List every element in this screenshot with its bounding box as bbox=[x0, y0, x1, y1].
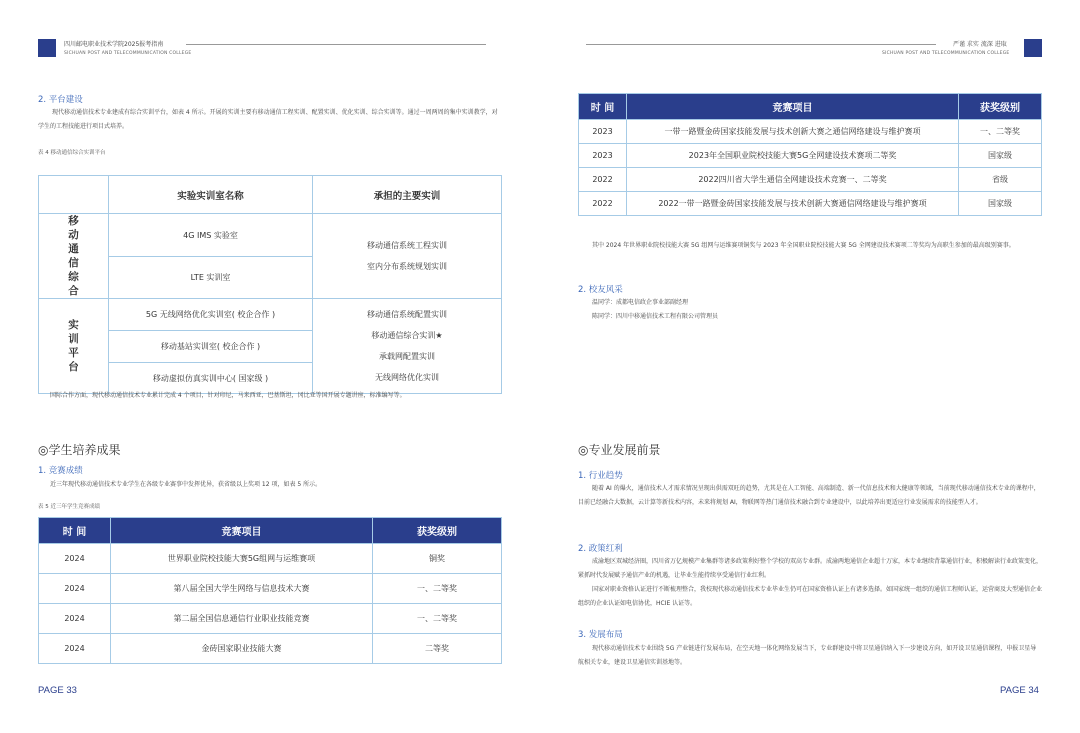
paragraph-award-note: 其中 2024 年世界职业院校技能大赛 5G 组网与运维赛项铜奖与 2023 年全国职业院校技能大赛 5G 全网建设技术赛项二等奖均为高职生参加的最高级别赛事。 bbox=[592, 242, 1015, 249]
table4-caption: 表 4 移动通信综合实训平台 bbox=[38, 150, 106, 156]
table4-task: 移动通信综合实训★ bbox=[371, 331, 443, 340]
header-rule-left bbox=[186, 44, 486, 45]
table4-group2-label bbox=[39, 318, 108, 374]
table4-task-cell bbox=[313, 299, 502, 394]
tablec-header-level: 获奖级别 bbox=[959, 94, 1042, 120]
tablec-cell-event: 2022四川省大学生通信全网建设技术竞赛一、二等奖 bbox=[627, 168, 959, 192]
header-subtitle-right: SICHUAN POST AND TELECOMMUNICATION COLLEGE bbox=[882, 51, 1010, 56]
table4-group1-label-char: 合 bbox=[68, 285, 79, 297]
section-heading-trend: 1. 行业趋势 bbox=[578, 471, 623, 481]
header-logo-square-right bbox=[1024, 39, 1042, 57]
header-title-right: 严谨 求实 流深 进取 bbox=[953, 41, 1007, 48]
tablec-cell-event: 2023年全国职业院校技能大赛5G全网建设技术赛项二等奖 bbox=[627, 144, 959, 168]
table5-cell-event: 金砖国家职业技能大赛 bbox=[111, 634, 373, 664]
header-title-left: 四川邮电职业技术学院2025报考指南 bbox=[64, 41, 164, 48]
table4-room: LTE 实训室 bbox=[109, 257, 313, 299]
tablec-cell-year: 2023 bbox=[579, 144, 627, 168]
table4-task: 移动通信系统配置实训 bbox=[367, 310, 447, 319]
table4-group1-label-char: 通 bbox=[68, 243, 79, 255]
tablec-cell-level: 省级 bbox=[959, 168, 1042, 192]
section-heading-competition: 1. 竞赛成绩 bbox=[38, 466, 83, 476]
table4-room: 4G IMS 实验室 bbox=[109, 214, 313, 257]
paragraph-layout: 现代移动通信技术专业围绕 5G 产业链进行发展布局，在空天地一体化网络发展当下，专业群建设中将卫星通信纳入下一步建设方向，如开设卫星通信课程，申报卫星导航相关专业，建设卫星通信实训基地等。 bbox=[578, 645, 1037, 666]
alumni-item: 温同学：成都电信政企事业部副经理 bbox=[592, 299, 689, 306]
paragraph-policy-2: 国家对职业资格认证进行不断梳理整合，我校现代移动通信技术专业毕业生仍可在国家资格认证上有诸多选择。如国家统一组织的通信工程师认证，运营商及大型通信企业组织的企业认证如电信协优，HCIE 认证等。 bbox=[578, 586, 1043, 607]
table5-cell-year: 2024 bbox=[39, 634, 111, 664]
right-page bbox=[540, 0, 1080, 733]
table5-header-time: 时 间 bbox=[39, 518, 111, 544]
tablec-cell-level: 国家级 bbox=[959, 192, 1042, 216]
table5-cell-year: 2024 bbox=[39, 544, 111, 574]
table4-group1-label bbox=[39, 214, 108, 298]
table4-group1-label-char: 移 bbox=[68, 215, 79, 227]
table4-room: 移动基站实训室( 校企合作 ) bbox=[109, 331, 313, 363]
table4-header-task: 承担的主要实训 bbox=[313, 176, 502, 214]
table5-cell-level: 一、二等奖 bbox=[373, 604, 502, 634]
table5-cell-level: 二等奖 bbox=[373, 634, 502, 664]
table4-group2-label-char: 实 bbox=[68, 319, 79, 331]
paragraph-competition: 近三年现代移动通信技术专业学生在各级专业赛事中发挥优异，获省级以上奖项 12 项，如表 5 所示。 bbox=[50, 481, 322, 488]
paragraph-policy-1: 成渝地区双城经济圈，四川省万亿规模产业集群等诸多政策利好整个学校的双高专业群。成渝两地通信企业超十万家，本专业继续背靠通信行业，积极解读行业政策变化，紧抓时代发展赋予通信产业的机遇，让毕业生能持续享受通信行业红利。 bbox=[578, 558, 1043, 579]
tablec-cell-level: 国家级 bbox=[959, 144, 1042, 168]
paragraph-platform: 现代移动通信技术专业建成有综合实训平台，如表 4 所示。开展的实训主要有移动通信工程实训、配置实训、优化实训、综合实训等。通过一周两周的集中实训教学，对学生的工程技能进行项目式培养。 bbox=[38, 109, 498, 130]
tablec-cell-year: 2022 bbox=[579, 168, 627, 192]
page-number-left: PAGE 33 bbox=[38, 685, 77, 696]
table5-cell-year: 2024 bbox=[39, 574, 111, 604]
heading-career-prospects: ◎专业发展前景 bbox=[578, 443, 661, 457]
heading-student-results: ◎学生培养成果 bbox=[38, 443, 121, 457]
table4-training-platform bbox=[38, 175, 502, 394]
tablec-cell-event: 2022一带一路暨金砖国家技能发展与技术创新大赛通信网络建设与维护赛项 bbox=[627, 192, 959, 216]
tablec-cell-year: 2023 bbox=[579, 120, 627, 144]
table5-continued bbox=[578, 93, 1042, 216]
section-heading-layout: 3. 发展布局 bbox=[578, 630, 623, 640]
table4-group1 bbox=[39, 214, 109, 299]
table4-task: 室内分布系统规划实训 bbox=[367, 262, 447, 271]
page-number-right: PAGE 34 bbox=[1000, 685, 1039, 696]
paragraph-international: 国际合作方面，现代移动通信技术专业累计完成 4 个项目，针对印尼，马来西亚，巴基斯坦，冈比亚等国开展专题讲座，标准编写等。 bbox=[50, 392, 406, 399]
table5-caption: 表 5 近三年学生竞赛成绩 bbox=[38, 504, 100, 510]
table5-competitions bbox=[38, 517, 502, 664]
section-heading-policy: 2. 政策红利 bbox=[578, 544, 623, 554]
tablec-cell-event: 一带一路暨金砖国家技能发展与技术创新大赛之通信网络建设与维护赛项 bbox=[627, 120, 959, 144]
table5-cell-event: 世界职业院校技能大赛5G组网与运维赛项 bbox=[111, 544, 373, 574]
table4-task: 承载网配置实训 bbox=[379, 352, 435, 361]
table5-header-event: 竞赛项目 bbox=[111, 518, 373, 544]
table4-group2-label-char: 平 bbox=[68, 347, 79, 359]
header-subtitle-left: SICHUAN POST AND TELECOMMUNICATION COLLEGE bbox=[64, 51, 192, 56]
paragraph-trend: 随着 AI 的爆火，通信技术人才需求情况呈现出供需双旺的趋势，尤其是在人工智能、高端制造、新一代信息技术和大健康等领域，当前现代移动通信技术专业的课程中，目前已经融合大数据，云计算等新技术内容，未来将规划 AI，物联网等热门通信技术融合到专业建设中，以此培养出更适应行业发展需求的技能型人才。 bbox=[578, 485, 1040, 506]
table4-task: 移动通信系统工程实训 bbox=[367, 241, 447, 250]
table4-corner bbox=[39, 176, 109, 214]
table4-group1-label-char: 动 bbox=[68, 229, 79, 241]
table4-group1-label-char: 信 bbox=[68, 257, 79, 269]
tablec-cell-level: 一、二等奖 bbox=[959, 120, 1042, 144]
section-heading-alumni: 2. 校友风采 bbox=[578, 285, 623, 295]
section-heading-platform: 2. 平台建设 bbox=[38, 95, 83, 105]
table4-room: 移动虚拟仿真实训中心( 国家级 ) bbox=[109, 363, 313, 394]
alumni-item: 陈同学：四川中移通信技术工程有限公司管理员 bbox=[592, 313, 719, 320]
table5-cell-event: 第八届全国大学生网络与信息技术大赛 bbox=[111, 574, 373, 604]
table4-header-room: 实验实训室名称 bbox=[109, 176, 313, 214]
table5-cell-level: 一、二等奖 bbox=[373, 574, 502, 604]
table4-group2-label-char: 台 bbox=[68, 361, 79, 373]
table5-cell-event: 第二届全国信息通信行业职业技能竞赛 bbox=[111, 604, 373, 634]
table4-task: 无线网络优化实训 bbox=[375, 373, 439, 382]
table4-group2-label-char: 训 bbox=[68, 333, 79, 345]
table4-room: 5G 无线网络优化实训室( 校企合作 ) bbox=[109, 299, 313, 331]
table5-cell-level: 铜奖 bbox=[373, 544, 502, 574]
tablec-header-event: 竞赛项目 bbox=[627, 94, 959, 120]
table4-group2 bbox=[39, 299, 109, 394]
tablec-cell-year: 2022 bbox=[579, 192, 627, 216]
header-logo-square-left bbox=[38, 39, 56, 57]
table4-group1-label-char: 综 bbox=[68, 271, 79, 283]
table5-cell-year: 2024 bbox=[39, 604, 111, 634]
table4-task-cell bbox=[313, 214, 502, 299]
table5-header-level: 获奖级别 bbox=[373, 518, 502, 544]
tablec-header-time: 时 间 bbox=[579, 94, 627, 120]
header-rule-right bbox=[586, 44, 936, 45]
